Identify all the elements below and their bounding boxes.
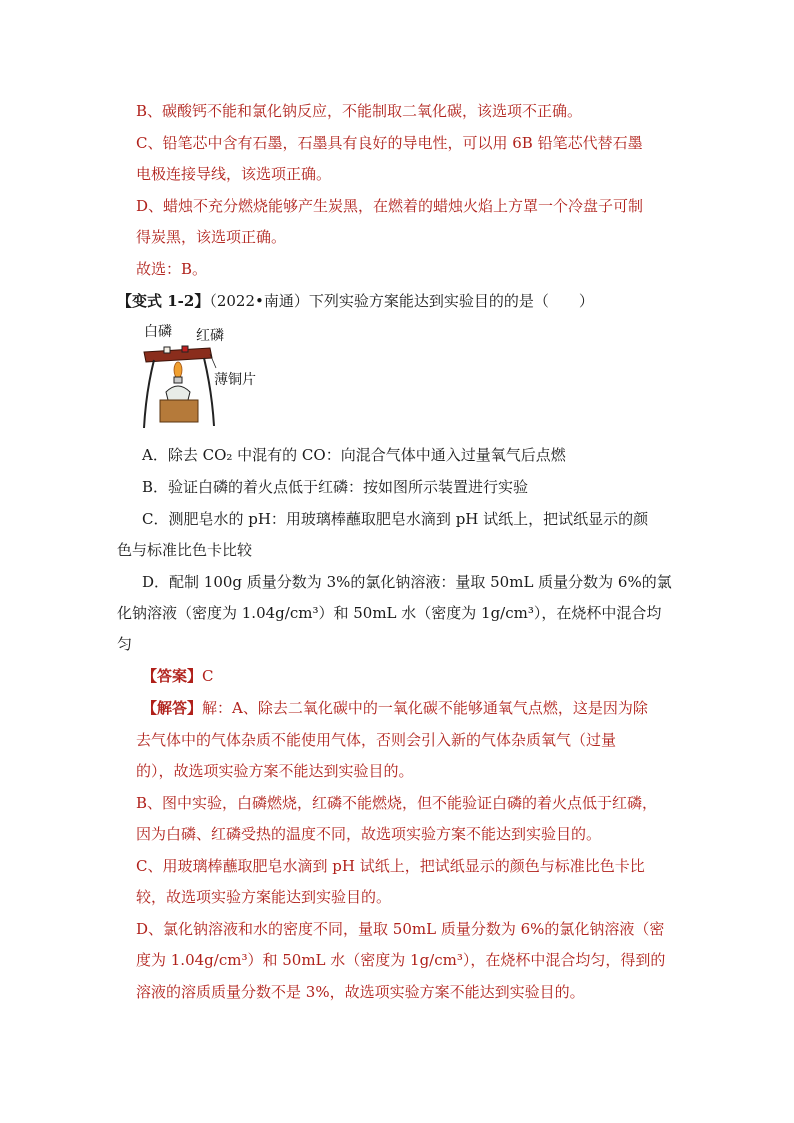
explanation-a1: 解：A、除去二氧化碳中的一氧化碳不能够通氧气点燃，这是因为除 — [202, 699, 648, 717]
option-d-line1: D．配制 100g 质量分数为 3%的氯化钠溶液：量取 50mL 质量分数为 6%的氯 — [142, 573, 672, 591]
option-d-line2: 化钠溶液（密度为 1.04g/cm³）和 50mL 水（密度为 1g/cm³），在烧杯中混合均 — [117, 604, 662, 622]
explanation-c-line2: 较，故选项实验方案能达到实验目的。 — [136, 888, 392, 906]
flame — [174, 362, 182, 378]
option-c-line1: C．测肥皂水的 pH：用玻璃棒蘸取肥皂水滴到 pH 试纸上，把试纸显示的颜 — [142, 510, 649, 528]
label-red-phosphorus: 红磷 — [196, 328, 224, 344]
solution-c-line1: C、铅笔芯中含有石墨，石墨具有良好的导电性，可以用 6B 铅笔芯代替石墨 — [136, 134, 643, 152]
solution-choice: 故选：B。 — [136, 260, 208, 278]
red-phosphorus-sample — [182, 346, 188, 352]
white-phosphorus-sample — [164, 347, 170, 353]
explanation-d-line3: 溶液的溶质质量分数不是 3%，故选项实验方案不能达到实验目的。 — [136, 983, 585, 1001]
tripod-leg-left — [144, 360, 154, 428]
explanation-d-line1: D、氯化钠溶液和水的密度不同，量取 50mL 质量分数为 6%的氯化钠溶液（密 — [136, 920, 665, 938]
explanation-a-line1 — [142, 697, 648, 719]
explanation-b-line2: 因为白磷、红磷受热的温度不同，故选项实验方案不能达到实验目的。 — [136, 825, 602, 843]
solution-d-line1: D、蜡烛不充分燃烧能够产生炭黑，在燃着的蜡烛火焰上方罩一个冷盘子可制 — [136, 197, 644, 215]
label-white-phosphorus: 白磷 — [144, 324, 172, 340]
solution-c-line2: 电极连接导线，该选项正确。 — [136, 165, 332, 183]
option-b: B．验证白磷的着火点低于红磷：按如图所示装置进行实验 — [142, 478, 529, 496]
alcohol-lamp — [166, 386, 190, 400]
explanation-b-line1: B、图中实验，白磷燃烧，红磷不能燃烧，但不能验证白磷的着火点低于红磷， — [136, 794, 658, 812]
apparatus-figure — [138, 322, 264, 430]
question-header — [117, 290, 594, 312]
copper-leader-line — [210, 354, 216, 368]
label-copper-plate: 薄铜片 — [214, 372, 256, 388]
copper-plate — [144, 348, 212, 362]
explanation-tag: 【解答】 — [142, 699, 203, 717]
explanation-c-line1: C、用玻璃棒蘸取肥皂水滴到 pH 试纸上，把试纸显示的颜色与标准比色卡比 — [136, 857, 645, 875]
solution-b-text: B、碳酸钙不能和氯化钠反应，不能制取二氧化碳，该选项不正确。 — [136, 102, 583, 120]
question-tag: 【变式 1-2】 — [117, 292, 210, 310]
apparatus-drawing — [138, 322, 264, 430]
answer-line — [142, 665, 214, 687]
question-source: （2022•南通） — [209, 292, 309, 310]
solution-d-line2: 得炭黑，该选项正确。 — [136, 228, 287, 246]
answer-tag: 【答案】 — [142, 667, 203, 685]
tripod-leg-right — [204, 358, 214, 426]
wooden-block — [160, 400, 198, 422]
answer-value: C — [202, 667, 214, 685]
question-stem: 下列实验方案能达到实验目的的是（ ） — [308, 292, 594, 310]
explanation-d-line2: 度为 1.04g/cm³）和 50mL 水（密度为 1g/cm³），在烧杯中混合均匀，得到的 — [136, 951, 666, 969]
option-c-line2: 色与标准比色卡比较 — [117, 541, 253, 559]
explanation-a-line2: 去气体中的气体杂质不能使用气体，否则会引入新的气体杂质氧气（过量 — [136, 731, 617, 749]
lamp-wick-holder — [174, 377, 182, 383]
option-d-line3: 匀 — [117, 635, 133, 653]
option-a: A．除去 CO₂ 中混有的 CO：向混合气体中通入过量氧气后点燃 — [142, 446, 566, 464]
explanation-a-line3: 的），故选项实验方案不能达到实验目的。 — [136, 762, 414, 780]
